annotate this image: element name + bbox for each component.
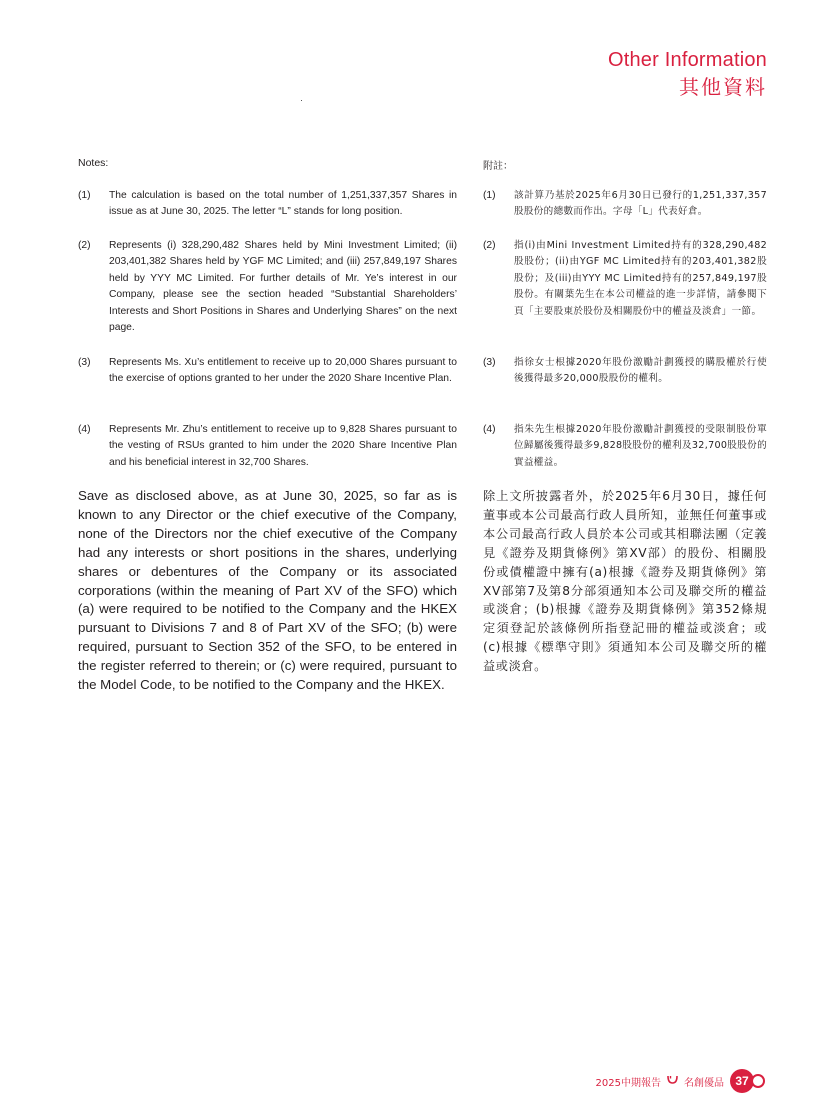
english-column — [78, 0, 457, 1120]
note-text: Represents Ms. Xu’s entitlement to receive up to 20,000 Shares pursuant to the exercise of options granted to her under the 2020 Share Incentive Plan. — [109, 357, 457, 385]
body-paragraph-en: Save as disclosed above, as at June 30, 2025, so far as is known to any Director or the chief executive of the Company, none of the Directors nor the chief executive of the Company had any interests or short positions in the shares, underlying shares or debentures of the Company or its associated corporations (within the meaning of Part XV of the SFO) which (a) were required to be notified to the Company and the HKEX pursuant to Divisions 7 and 8 of Part XV of the SFO; (b) were required, pursuant to Section 352 of the SFO, to be entered in the register referred to therein; or (c) were required, pursuant to the Model Code, to be notified to the Company and the HKEX. — [78, 488, 457, 693]
section-title-en: Other Information — [607, 49, 767, 71]
note-text: 指(i)由Mini Investment Limited持有的328,290,482股股份；(ii)由YGF MC Limited持有的203,401,382股股份；及(iii)由YYY MC Limited持有的257,849,197股股份。有關葉先生在本公司權益的進一步詳情，請參閱下頁「主要股東於股份及相關股份中的權益及淡倉」一節。 — [514, 240, 767, 317]
note-number: (1) — [483, 190, 496, 201]
note-text: Represents (i) 328,290,482 Shares held by Mini Investment Limited; (ii) 203,401,382 Shares held by YGF MC Limited; and (iii) 257,849,197 Shares held by YYY MC Limited. For further details of Mr. Ye’s interest in our Company, please see the section headed “Substantial Shareholders’ Interests and Short Positions in Shares and Underlying Shares” on the next page. — [109, 240, 457, 334]
note-zh-3 — [483, 355, 767, 388]
notes-title-zh: 附註： — [483, 161, 513, 172]
section-title-zh: 其他資料 — [679, 75, 767, 99]
note-number: (2) — [78, 240, 91, 251]
note-zh-1 — [483, 188, 767, 221]
note-text: 該計算乃基於2025年6月30日已發行的1,251,337,357股股份的總數而作出。字母「L」代表好倉。 — [514, 190, 767, 218]
note-text: Represents Mr. Zhu’s entitlement to receive up to 9,828 Shares pursuant to the vesting of RSUs granted to him under the 2020 Share Incentive Plan and his beneficial interest in 32,700 Shares. — [109, 424, 457, 468]
note-en-2 — [78, 238, 457, 336]
notes-title-en: Notes: — [78, 157, 109, 169]
note-text: 指朱先生根據2020年股份激勵計劃獲授的受限制股份單位歸屬後獲得最多9,828股股份的權利及32,700股股份的實益權益。 — [514, 424, 767, 468]
note-zh-2 — [483, 238, 767, 320]
report-name: 2025中期報告 — [595, 1077, 661, 1089]
note-text: The calculation is based on the total number of 1,251,337,357 Shares in issue as at June 30, 2025. The letter “L” stands for long position. — [109, 190, 457, 218]
note-en-4 — [78, 422, 457, 471]
note-number: (3) — [78, 357, 91, 368]
note-number: (2) — [483, 240, 496, 251]
page-ring-icon — [751, 1074, 765, 1088]
note-number: (3) — [483, 357, 496, 368]
note-zh-4 — [483, 422, 767, 471]
miniso-smile-icon — [667, 1075, 678, 1087]
note-en-3 — [78, 355, 457, 388]
page-footer — [596, 1069, 765, 1093]
note-number: (1) — [78, 190, 91, 201]
brand-name: 名創優品 — [684, 1077, 724, 1089]
note-text: 指徐女士根據2020年股份激勵計劃獲授的購股權於行使後獲得最多20,000股股份的權利。 — [514, 357, 767, 385]
chinese-column — [483, 0, 767, 1120]
note-number: (4) — [78, 424, 91, 435]
page-number: 37 — [730, 1069, 754, 1093]
note-en-1 — [78, 188, 457, 221]
note-number: (4) — [483, 424, 496, 435]
body-paragraph-zh: 除上文所披露者外，於2025年6月30日，據任何董事或本公司最高行政人員所知，並無任何董事或本公司最高行政人員於本公司或其相聯法團（定義見《證券及期貨條例》第XV部）的股份、相關股份或債權證中擁有(a)根據《證券及期貨條例》第XV部第7及第8分部須通知本公司及聯交所的權益或淡倉；(b)根據《證券及期貨條例》第352條規定須登記於該條例所指登記冊的權益或淡倉；或(c)根據《標準守則》須通知本公司及聯交所的權益或淡倉。 — [483, 489, 767, 674]
